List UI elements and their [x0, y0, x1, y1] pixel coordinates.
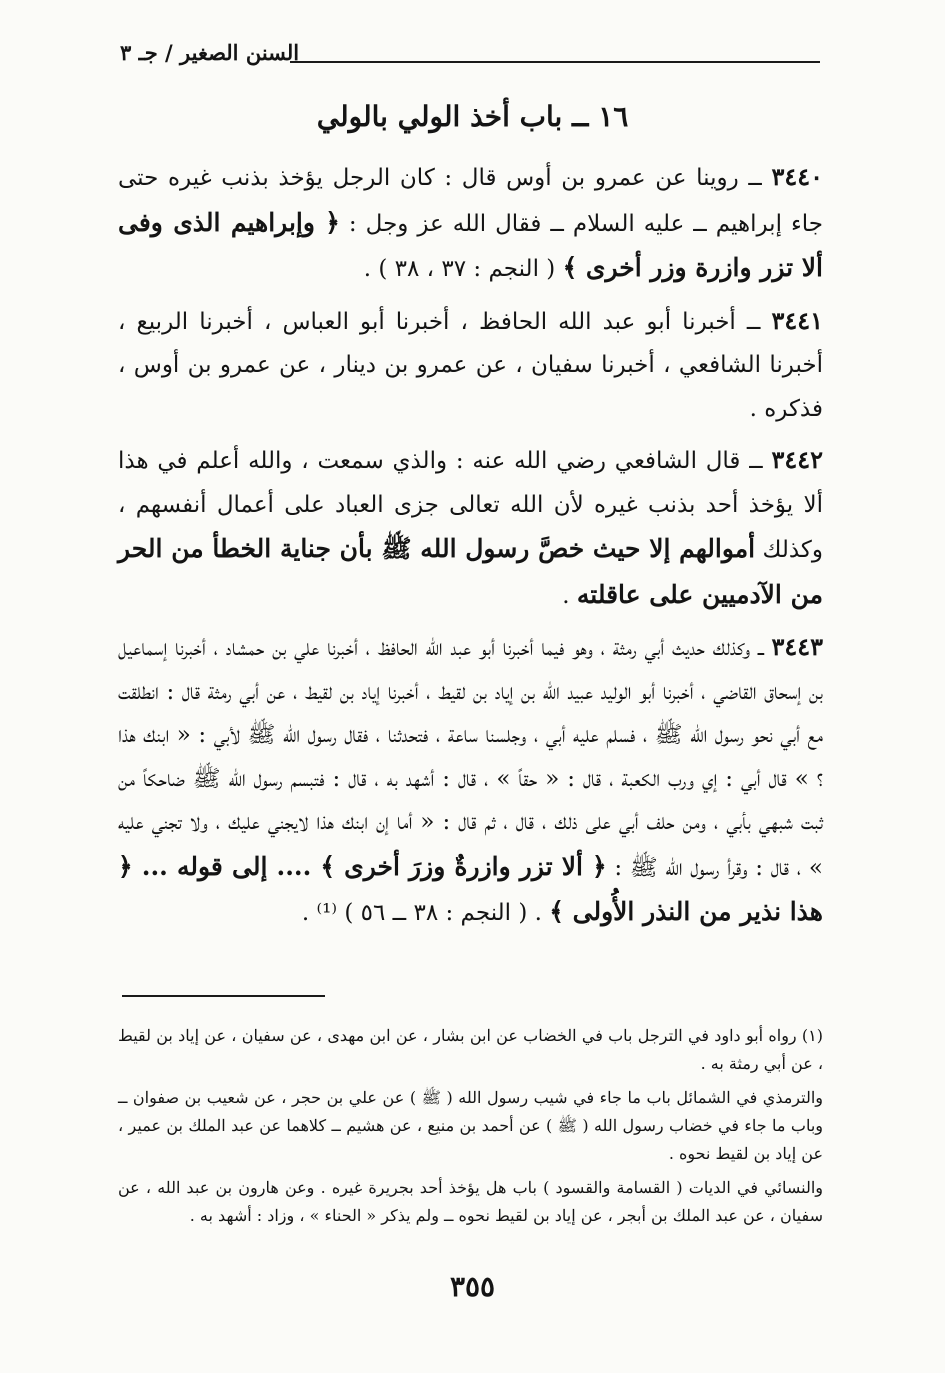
footnote-rule [122, 995, 325, 997]
hadith-number: ٣٤٤٠ [771, 162, 823, 191]
footnote-1: (١) رواه أبو داود في الترجل باب في الخضاب عن ابن بشار ، عن ابن مهدى ، عن سفيان ، عن إياد بن لقيط ، عن أبي رمثة به . [118, 1026, 824, 1073]
bold-text: أموالهم إلا حيث خصَّ رسول الله ﷺ بأن جناية الخطأ من الحر من الآدميين على عاقلته [118, 534, 823, 609]
paragraph-text: ــ قال الشافعي رضي الله عنه : والذي سمعت ، والله أعلم في هذا ألا يؤخذ أحد بذنب غيره لأن الله تعالى جزى العباد على أعمال أنفسهم ، وكذلك [118, 448, 823, 563]
hadith-number: ٣٤٤١ [771, 305, 823, 335]
running-header-title: السنن الصغير / جـ ٣ [120, 40, 300, 65]
footnote-3: والنسائي في الديات ( القسامة والقسود ) باب هل يؤخذ أحد بجريرة غيره . وعن هارون بن عبد الله ، عن سفيان ، عن عبد الملك بن أبجر ، عن إياد بن لقيط نحوه ــ ولم يذكر « الحناء » ، وزاد : أشهد به . [118, 1178, 823, 1225]
chapter-title: ١٦ ــ باب أخذ الولي بالولي [316, 100, 629, 133]
hadith-paragraph-3441 [118, 299, 823, 432]
hadith-paragraph-3442 [118, 438, 823, 618]
header-rule [290, 61, 820, 63]
quran-quote: ﴿ ألا تزر وازرةٌ وزرَ أخرى ﴾ .... إلى قوله ... ﴿ هذا نذير من النذر الأُولى ﴾ [118, 851, 823, 926]
hadith-paragraph-3440 [118, 155, 823, 292]
hadith-paragraph-3443 [118, 625, 823, 936]
page-number: ٣٥٥ [449, 1270, 496, 1303]
body-text [118, 155, 823, 943]
hadith-number: ٣٤٤٣ [771, 632, 823, 661]
paragraph-text: ( النجم : ٣٧ ، ٣٨ ) . [363, 256, 563, 282]
paragraph-text: . ( النجم : ٣٨ ــ ٥٦ ) ⁽¹⁾ . [301, 900, 550, 926]
paragraph-text: ــ وكذلك حديث أبي رمثة ، وهو فيما أخبرنا أبو عبد الله الحافظ ، أخبرنا علي بن حمشاد ، أخبرنا إسماعيل بن إسحاق القاضي ، أخبرنا أبو الوليد عبيد الله بن إياد بن لقيط ، أخبرنا إياد بن لقيط ، عن أبي رمثة قال : انطلقت مع أبي نحو رسول الله ﷺ ، فسلم عليه أبي ، وجلسنا ساعة ، فتحدثنا ، فقال رسول الله ﷺ لأبي : « ابنك هذا ؟ » قال أبي : إي ورب الكعبة ، قال : « حقاً » ، قال : أشهد به ، قال : فتبسم رسول الله ﷺ ضاحكاً من ثبت شبهي بأبي ، ومن حلف أبي على ذلك ، قال ، ثم قال : « أما إن ابنك هذا لايجني عليك ، ولا تجني عليه » ، قال : وقرأ رسول الله ﷺ : [118, 635, 823, 881]
hadith-number: ٣٤٤٢ [771, 445, 823, 474]
footnotes [118, 1022, 823, 1236]
quran-quote: ﴿ وإبراهيم الذى وفى ألا تزر وازرة وزر أخرى ﴾ [118, 207, 823, 282]
paragraph-text: ــ أخبرنا أبو عبد الله الحافظ ، أخبرنا أبو العباس ، أخبرنا الربيع ، أخبرنا الشافعي ، أخبرنا سفيان ، عن عمرو بن دينار ، عن عمرو بن أوس ، فذكره . [118, 308, 823, 422]
running-header [120, 40, 820, 70]
paragraph-text: . [562, 582, 577, 609]
paragraph-text: ــ روينا عن عمرو بن أوس قال : كان الرجل يؤخذ بذنب غيره حتى جاء إبراهيم ــ عليه السلام ــ فقال الله عز وجل : [118, 165, 823, 237]
footnote-2: والترمذي في الشمائل باب ما جاء في شيب رسول الله ( ﷺ ) عن علي بن حجر ، عن شعيب بن صفوان ــ وباب ما جاء في خضاب رسول الله ( ﷺ ) عن أحمد بن منيع ، عن هشيم ــ كلاهما عن عبد الملك بن عمير ، عن إياد بن لقيط نحوه . [118, 1088, 823, 1163]
